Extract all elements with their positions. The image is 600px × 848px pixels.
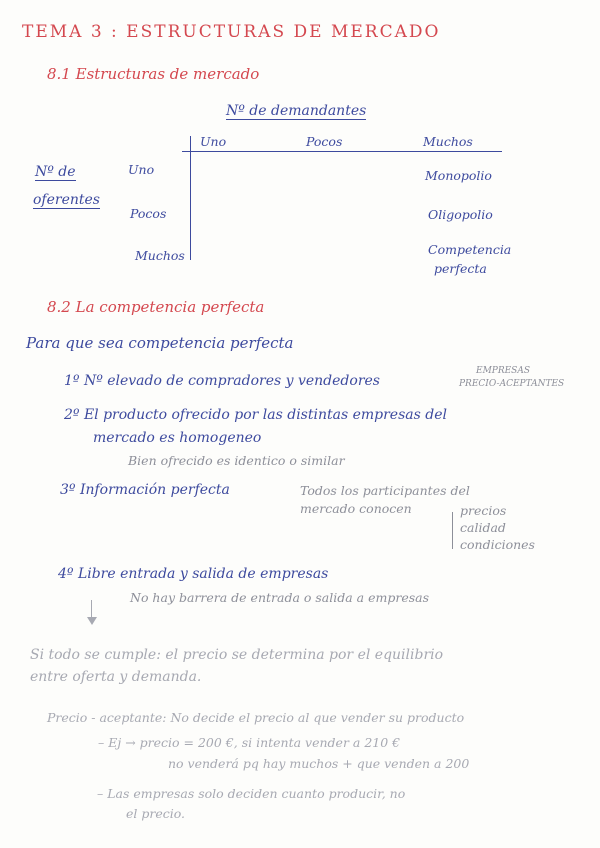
precio-aceptante-line-4: – Las empresas solo deciden cuanto producir, no [97, 786, 406, 801]
page-title: TEMA 3 : ESTRUCTURAS DE MERCADO [22, 22, 441, 42]
precio-aceptante-line-1: Precio - aceptante: No decide el precio al que vender su producto [47, 710, 465, 725]
point-1-note-1: EMPRESAS [476, 366, 531, 376]
row-label-uno: Uno [128, 162, 155, 177]
col-label-pocos: Pocos [306, 134, 343, 149]
row-label-muchos: Muchos [135, 248, 185, 263]
section-2-heading: 8.2 La competencia perfecta [47, 298, 265, 316]
table-row-header-2: oferentes [33, 192, 100, 208]
table-col-header: Nº de demandantes [226, 103, 367, 119]
col-label-muchos: Muchos [423, 134, 473, 149]
section-2-intro: Para que sea competencia perfecta [26, 334, 294, 352]
point-4-note: No hay barrera de entrada o salida a empresas [130, 590, 429, 605]
point-4: 4º Libre entrada y salida de empresas [58, 566, 329, 582]
row-label-pocos: Pocos [130, 206, 167, 221]
table-top-rule [182, 151, 502, 152]
info-item-condiciones: condiciones [460, 537, 535, 552]
point-1: 1º Nº elevado de compradores y vendedores [64, 373, 380, 389]
table-row-header-1: Nº de [35, 164, 76, 180]
info-item-precios: precios [460, 503, 507, 518]
point-2-note: Bien ofrecido es identico o similar [128, 453, 345, 468]
point-1-note-2: PRECIO-ACEPTANTES [459, 379, 565, 389]
precio-aceptante-line-5: el precio. [126, 806, 186, 821]
point-3-note-2: mercado conocen [300, 501, 412, 516]
cell-oligopolio: Oligopolio [428, 207, 493, 222]
point-3-note-1: Todos los participantes del [300, 483, 470, 498]
info-brace [452, 512, 458, 549]
cell-monopolio: Monopolio [425, 168, 492, 183]
cell-perfecta: perfecta [434, 261, 487, 276]
precio-aceptante-line-2: – Ej → precio = 200 €, si intenta vender a 210 € [98, 735, 401, 750]
arrow-head-icon [87, 617, 97, 625]
section-1-heading: 8.1 Estructuras de mercado [47, 65, 260, 83]
info-item-calidad: calidad [460, 520, 506, 535]
conclusion-line-2: entre oferta y demanda. [30, 669, 202, 685]
cell-competencia: Competencia [428, 242, 512, 257]
point-2-line-1: 2º El producto ofrecido por las distintas empresas del [64, 407, 447, 423]
table-left-rule [190, 136, 191, 260]
conclusion-line-1: Si todo se cumple: el precio se determina por el equilibrio [30, 647, 444, 663]
point-2-line-2: mercado es homogeneo [93, 430, 262, 446]
precio-aceptante-line-3: no venderá pq hay muchos + que venden a 200 [168, 756, 470, 771]
point-3: 3º Información perfecta [60, 482, 230, 498]
col-label-uno: Uno [200, 134, 227, 149]
